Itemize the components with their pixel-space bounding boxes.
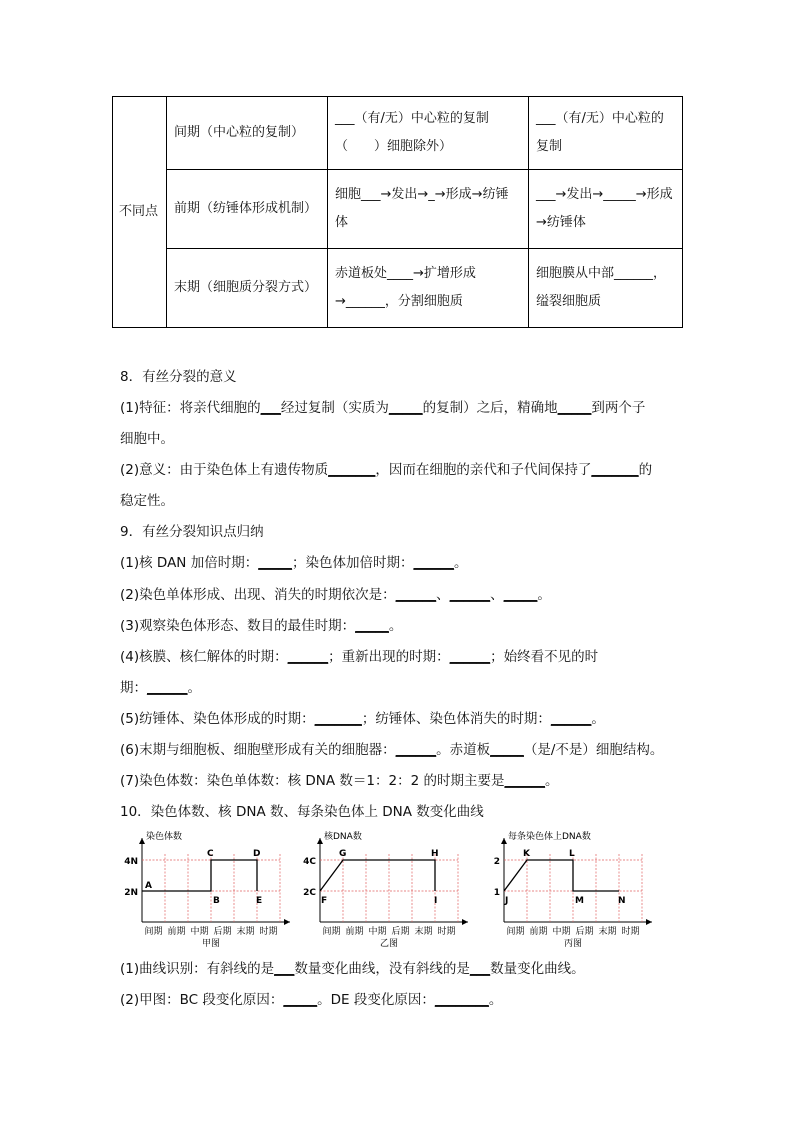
x-tick-label: 后期 (575, 927, 594, 937)
animal-cell: ___（有/无）中心粒的复制（ ）细胞除外） (328, 97, 529, 170)
y-axis-label: 每条染色体上DNA数 (508, 832, 591, 842)
point-label: F (321, 896, 328, 906)
point-label: B (213, 896, 220, 906)
x-tick-label: 末期 (236, 927, 255, 937)
x-tick-label: 前期 (529, 927, 548, 937)
phase-cell: 前期（纺锤体形成机制） (167, 170, 328, 249)
y-tick-label: 1 (493, 888, 500, 898)
point-label: E (256, 896, 263, 906)
section-9-title: 9．有丝分裂知识点归纳 (120, 524, 264, 540)
x-tick-label: 前期 (345, 927, 364, 937)
s8-line-1: (1)特征：将亲代细胞的___经过复制（实质为_____的复制）之后，精确地_____到两个子 (120, 400, 646, 416)
s9-q4-cont: 期：______。 (120, 680, 201, 696)
s9-q2: (2)染色单体形成、出现、消失的时期依次是：______、______、_____。 (120, 587, 551, 603)
x-axis-arrow-icon (462, 919, 468, 925)
y-axis-arrow-icon (317, 838, 323, 844)
point-label: L (569, 849, 575, 859)
plant-cell: ___（有/无）中心粒的复制 (529, 97, 683, 170)
table-row (113, 97, 683, 170)
s8-line-3: (2)意义：由于染色体上有遗传物质_______，因而在细胞的亲代和子代间保持了_______的 (120, 462, 653, 478)
animal-cell: 赤道板处____→扩增形成→______，分割细胞质 (328, 249, 529, 328)
x-tick-label: 末期 (598, 927, 617, 937)
x-tick-label: 中期 (552, 927, 571, 937)
point-label: C (207, 849, 214, 859)
x-tick-label: 时期 (259, 927, 278, 937)
point-label: J (505, 896, 509, 906)
table-row (113, 249, 683, 328)
s9-q4: (4)核膜、核仁解体的时期：______；重新出现的时期：______；始终看不见的时 (120, 649, 599, 665)
series-line (320, 860, 435, 891)
s10-a2: (2)甲图：BC 段变化原因：_____。DE 段变化原因：________。 (120, 992, 503, 1008)
chart-title: 乙图 (379, 939, 399, 949)
section-8-title: 8．有丝分裂的意义 (120, 369, 237, 385)
y-tick-label: 4C (303, 857, 316, 867)
x-tick-label: 前期 (167, 927, 186, 937)
s9-q1: (1)核 DAN 加倍时期：_____；染色体加倍时期：______。 (120, 555, 468, 571)
y-axis-label: 核DNA数 (324, 832, 362, 842)
point-label: I (434, 896, 438, 906)
x-tick-label: 间期 (506, 927, 525, 937)
y-tick-label: 2 (493, 857, 500, 867)
curves-figure (112, 826, 682, 956)
group-label-cell: 不同点 (113, 97, 167, 328)
s10-a1: (1)曲线识别：有斜线的是___数量变化曲线，没有斜线的是___数量变化曲线。 (120, 961, 585, 977)
series-line (504, 860, 619, 891)
point-label: H (431, 849, 439, 859)
x-tick-label: 间期 (322, 927, 341, 937)
y-axis-label: 染色体数 (146, 832, 183, 842)
point-label: N (618, 896, 626, 906)
x-tick-label: 中期 (368, 927, 387, 937)
x-tick-label: 末期 (414, 927, 433, 937)
y-tick-label: 2C (303, 888, 316, 898)
phase-cell: 间期（中心粒的复制） (167, 97, 328, 170)
point-label: A (145, 881, 152, 891)
point-label: M (575, 896, 584, 906)
x-tick-label: 中期 (190, 927, 209, 937)
chart-title: 甲图 (201, 939, 221, 949)
x-tick-label: 后期 (391, 927, 410, 937)
s9-q3: (3)观察染色体形态、数目的最佳时期：_____。 (120, 618, 403, 634)
table-row (113, 170, 683, 249)
point-label: K (523, 849, 530, 859)
point-label: D (253, 849, 261, 859)
animal-cell: 细胞___→发出→_→形成→纺锤体 (328, 170, 529, 249)
x-tick-label: 间期 (144, 927, 163, 937)
y-tick-label: 2N (124, 888, 138, 898)
s9-q6: (6)末期与细胞板、细胞壁形成有关的细胞器：______。赤道板_____（是/不是）细胞结构。 (120, 742, 664, 758)
x-axis-arrow-icon (284, 919, 290, 925)
y-axis-arrow-icon (501, 838, 507, 844)
plant-cell: ___→发出→_____→形成→纺锤体 (529, 170, 683, 249)
chart-title: 丙图 (563, 939, 583, 949)
section-10-title: 10．染色体数、核 DNA 数、每条染色体上 DNA 数变化曲线 (120, 804, 484, 820)
y-axis-arrow-icon (139, 838, 145, 844)
comparison-table (112, 96, 683, 328)
x-axis-arrow-icon (646, 919, 652, 925)
series-line (142, 860, 257, 891)
plant-cell: 细胞膜从中部______，缢裂细胞质 (529, 249, 683, 328)
x-tick-label: 后期 (213, 927, 232, 937)
x-tick-label: 时期 (437, 927, 456, 937)
s9-q7: (7)染色体数：染色单体数：核 DNA 数＝1：2：2 的时期主要是______。 (120, 773, 559, 789)
s8-line-4: 稳定性。 (120, 493, 174, 509)
s8-line-2: 细胞中。 (120, 431, 174, 447)
y-tick-label: 4N (124, 857, 138, 867)
point-label: G (339, 849, 347, 859)
phase-cell: 末期（细胞质分裂方式） (167, 249, 328, 328)
x-tick-label: 时期 (621, 927, 640, 937)
s9-q5: (5)纺锤体、染色体形成的时期：_______；纺锤体、染色体消失的时期：______。 (120, 711, 605, 727)
